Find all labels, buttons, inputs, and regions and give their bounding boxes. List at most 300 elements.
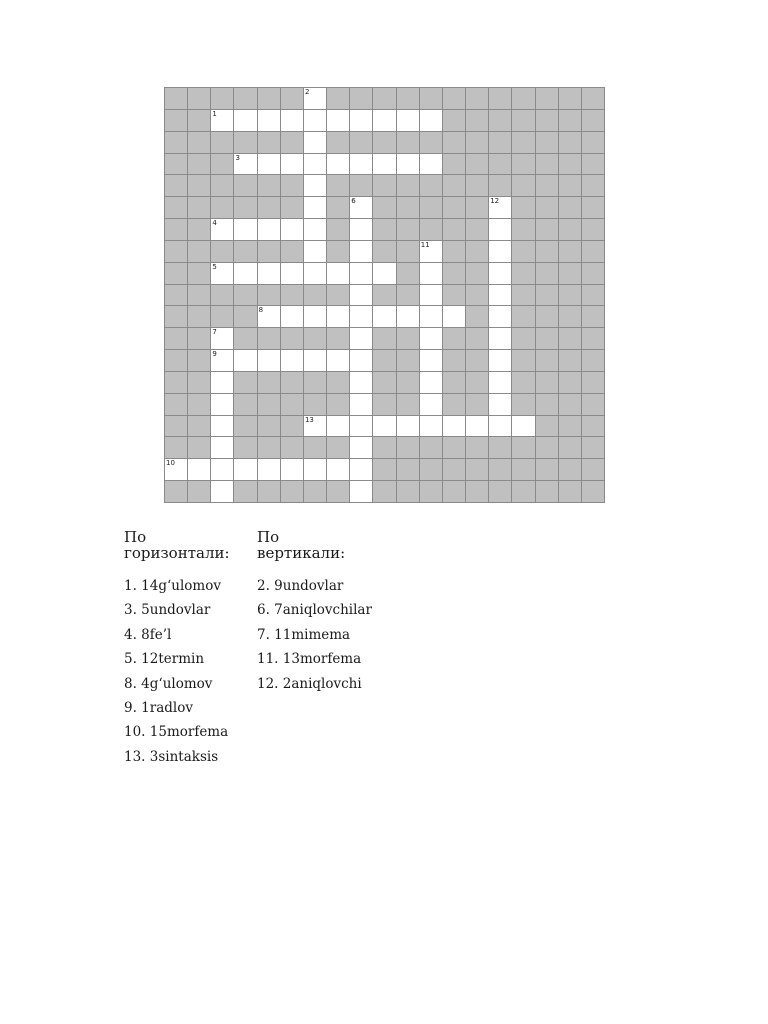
- crossword-answer-cell[interactable]: [489, 285, 512, 307]
- crossword-answer-cell[interactable]: [281, 306, 304, 328]
- crossword-answer-cell[interactable]: [234, 263, 257, 285]
- crossword-block-cell: [559, 350, 582, 372]
- crossword-block-cell: [350, 175, 373, 197]
- crossword-answer-cell[interactable]: [304, 219, 327, 241]
- crossword-block-cell: [397, 372, 420, 394]
- crossword-block-cell: [258, 437, 281, 459]
- crossword-answer-cell[interactable]: [304, 306, 327, 328]
- crossword-answer-cell[interactable]: [327, 416, 350, 438]
- crossword-answer-cell[interactable]: [211, 350, 234, 372]
- crossword-block-cell: [258, 416, 281, 438]
- crossword-block-cell: [165, 306, 188, 328]
- crossword-block-cell: [582, 263, 605, 285]
- crossword-block-cell: [373, 285, 396, 307]
- crossword-answer-cell[interactable]: [420, 306, 443, 328]
- crossword-block-cell: [512, 219, 535, 241]
- crossword-answer-cell[interactable]: [420, 416, 443, 438]
- crossword-block-cell: [559, 219, 582, 241]
- crossword-block-cell: [397, 88, 420, 110]
- crossword-answer-cell[interactable]: [350, 154, 373, 176]
- crossword-block-cell: [582, 285, 605, 307]
- crossword-answer-cell[interactable]: [304, 110, 327, 132]
- crossword-block-cell: [536, 88, 559, 110]
- crossword-block-cell: [443, 459, 466, 481]
- crossword-answer-cell[interactable]: [350, 219, 373, 241]
- crossword-block-cell: [397, 175, 420, 197]
- crossword-block-cell: [559, 328, 582, 350]
- crossword-answer-cell[interactable]: [420, 372, 443, 394]
- crossword-answer-cell[interactable]: [281, 459, 304, 481]
- crossword-answer-cell[interactable]: [397, 416, 420, 438]
- crossword-block-cell: [512, 372, 535, 394]
- crossword-block-cell: [582, 306, 605, 328]
- clue-number-label: 5: [212, 262, 217, 271]
- crossword-block-cell: [512, 437, 535, 459]
- crossword-block-cell: [188, 306, 211, 328]
- clue-number-label: 10: [166, 459, 175, 468]
- crossword-answer-cell[interactable]: [211, 372, 234, 394]
- crossword-answer-cell[interactable]: [211, 416, 234, 438]
- clue-number-label: 2: [304, 88, 310, 96]
- crossword-answer-cell[interactable]: [234, 154, 257, 176]
- crossword-block-cell: [582, 394, 605, 416]
- crossword-block-cell: [165, 154, 188, 176]
- crossword-answer-cell[interactable]: [350, 416, 373, 438]
- crossword-block-cell: [281, 416, 304, 438]
- crossword-block-cell: [559, 481, 582, 503]
- crossword-answer-cell[interactable]: [420, 154, 443, 176]
- crossword-answer-cell[interactable]: [258, 459, 281, 481]
- crossword-block-cell: [512, 110, 535, 132]
- crossword-answer-cell[interactable]: [420, 110, 443, 132]
- crossword-block-cell: [582, 416, 605, 438]
- crossword-answer-cell[interactable]: [350, 328, 373, 350]
- crossword-block-cell: [489, 437, 512, 459]
- across-clue: 8. 4g‘ulomov: [124, 675, 213, 692]
- crossword-block-cell: [304, 285, 327, 307]
- crossword-block-cell: [327, 219, 350, 241]
- crossword-block-cell: [165, 416, 188, 438]
- clue-number-label: 12: [490, 197, 500, 206]
- crossword-answer-cell[interactable]: [489, 372, 512, 394]
- crossword-block-cell: [188, 241, 211, 263]
- crossword-block-cell: [188, 132, 211, 154]
- crossword-block-cell: [188, 154, 211, 176]
- crossword-answer-cell[interactable]: [304, 132, 327, 154]
- crossword-block-cell: [420, 437, 443, 459]
- crossword-answer-cell[interactable]: [304, 263, 327, 285]
- crossword-block-cell: [327, 328, 350, 350]
- crossword-answer-cell[interactable]: [489, 263, 512, 285]
- crossword-answer-cell[interactable]: [211, 110, 234, 132]
- crossword-block-cell: [373, 394, 396, 416]
- crossword-block-cell: [512, 394, 535, 416]
- crossword-block-cell: [443, 285, 466, 307]
- crossword-block-cell: [165, 241, 188, 263]
- crossword-answer-cell[interactable]: [350, 394, 373, 416]
- crossword-answer-cell[interactable]: [443, 306, 466, 328]
- crossword-block-cell: [281, 481, 304, 503]
- crossword-block-cell: [536, 306, 559, 328]
- crossword-answer-cell[interactable]: [304, 197, 327, 219]
- crossword-block-cell: [559, 263, 582, 285]
- crossword-block-cell: [327, 241, 350, 263]
- crossword-block-cell: [211, 154, 234, 176]
- crossword-answer-cell[interactable]: [211, 328, 234, 350]
- crossword-answer-cell[interactable]: [397, 154, 420, 176]
- crossword-answer-cell[interactable]: [211, 263, 234, 285]
- crossword-block-cell: [165, 197, 188, 219]
- crossword-block-cell: [234, 481, 257, 503]
- crossword-block-cell: [559, 306, 582, 328]
- clue-number-label: 11: [420, 240, 430, 249]
- crossword-block-cell: [489, 110, 512, 132]
- crossword-block-cell: [559, 132, 582, 154]
- crossword-block-cell: [234, 306, 257, 328]
- crossword-block-cell: [443, 241, 466, 263]
- across-clue: 9. 1radlov: [124, 700, 193, 717]
- crossword-answer-cell[interactable]: [234, 219, 257, 241]
- crossword-block-cell: [420, 219, 443, 241]
- crossword-block-cell: [281, 328, 304, 350]
- crossword-answer-cell[interactable]: [420, 350, 443, 372]
- crossword-block-cell: [281, 88, 304, 110]
- crossword-block-cell: [281, 285, 304, 307]
- crossword-block-cell: [536, 154, 559, 176]
- crossword-block-cell: [443, 328, 466, 350]
- crossword-block-cell: [327, 285, 350, 307]
- crossword-block-cell: [536, 241, 559, 263]
- crossword-block-cell: [466, 306, 489, 328]
- crossword-block-cell: [582, 154, 605, 176]
- crossword-block-cell: [512, 350, 535, 372]
- crossword-block-cell: [559, 394, 582, 416]
- crossword-answer-cell[interactable]: [281, 154, 304, 176]
- crossword-block-cell: [211, 241, 234, 263]
- down-heading: По вертикали:: [257, 528, 346, 562]
- crossword-answer-cell[interactable]: [258, 350, 281, 372]
- crossword-block-cell: [582, 88, 605, 110]
- crossword-answer-cell[interactable]: [281, 263, 304, 285]
- crossword-answer-cell[interactable]: [211, 394, 234, 416]
- clue-number-label: 7: [212, 328, 217, 337]
- crossword-answer-cell[interactable]: [350, 197, 373, 219]
- crossword-block-cell: [536, 132, 559, 154]
- crossword-block-cell: [188, 88, 211, 110]
- crossword-block-cell: [489, 175, 512, 197]
- crossword-block-cell: [188, 175, 211, 197]
- crossword-block-cell: [304, 328, 327, 350]
- across-clue-list: [124, 574, 230, 769]
- crossword-answer-cell[interactable]: [327, 263, 350, 285]
- crossword-answer-cell[interactable]: [211, 219, 234, 241]
- crossword-block-cell: [536, 350, 559, 372]
- crossword-answer-cell[interactable]: [304, 459, 327, 481]
- crossword-block-cell: [489, 459, 512, 481]
- crossword-block-cell: [373, 459, 396, 481]
- crossword-answer-cell[interactable]: [373, 110, 396, 132]
- crossword-block-cell: [258, 372, 281, 394]
- crossword-block-cell: [211, 306, 234, 328]
- crossword-answer-cell[interactable]: [350, 481, 373, 503]
- crossword-block-cell: [373, 219, 396, 241]
- crossword-answer-cell[interactable]: [234, 459, 257, 481]
- crossword-answer-cell[interactable]: [489, 328, 512, 350]
- crossword-block-cell: [397, 263, 420, 285]
- crossword-block-cell: [258, 132, 281, 154]
- crossword-answer-cell[interactable]: [327, 350, 350, 372]
- crossword-answer-cell[interactable]: [234, 110, 257, 132]
- crossword-answer-cell[interactable]: [304, 88, 327, 110]
- crossword-block-cell: [512, 241, 535, 263]
- crossword-block-cell: [582, 241, 605, 263]
- crossword-block-cell: [559, 175, 582, 197]
- crossword-block-cell: [165, 110, 188, 132]
- crossword-answer-cell[interactable]: [466, 416, 489, 438]
- crossword-answer-cell[interactable]: [420, 263, 443, 285]
- crossword-answer-cell[interactable]: [350, 306, 373, 328]
- crossword-answer-cell[interactable]: [211, 437, 234, 459]
- crossword-block-cell: [397, 197, 420, 219]
- crossword-answer-cell[interactable]: [304, 416, 327, 438]
- crossword-block-cell: [536, 416, 559, 438]
- crossword-block-cell: [443, 219, 466, 241]
- crossword-answer-cell[interactable]: [373, 416, 396, 438]
- crossword-block-cell: [466, 394, 489, 416]
- crossword-answer-cell[interactable]: [489, 219, 512, 241]
- crossword-block-cell: [559, 88, 582, 110]
- crossword-answer-cell[interactable]: [188, 459, 211, 481]
- crossword-answer-cell[interactable]: [211, 481, 234, 503]
- crossword-block-cell: [559, 154, 582, 176]
- crossword-answer-cell[interactable]: [420, 328, 443, 350]
- crossword-block-cell: [582, 132, 605, 154]
- crossword-block-cell: [165, 175, 188, 197]
- crossword-block-cell: [258, 241, 281, 263]
- crossword-block-cell: [466, 154, 489, 176]
- crossword-block-cell: [258, 328, 281, 350]
- crossword-block-cell: [536, 459, 559, 481]
- crossword-answer-cell[interactable]: [304, 350, 327, 372]
- crossword-answer-cell[interactable]: [258, 110, 281, 132]
- crossword-block-cell: [536, 175, 559, 197]
- crossword-answer-cell[interactable]: [165, 459, 188, 481]
- crossword-answer-cell[interactable]: [350, 285, 373, 307]
- crossword-answer-cell[interactable]: [350, 110, 373, 132]
- crossword-block-cell: [281, 241, 304, 263]
- across-clue: 1. 14g‘ulomov: [124, 578, 221, 594]
- crossword-block-cell: [165, 219, 188, 241]
- clue-number-label: 6: [351, 197, 356, 206]
- crossword-block-cell: [466, 459, 489, 481]
- crossword-block-cell: [234, 328, 257, 350]
- crossword-block-cell: [188, 437, 211, 459]
- crossword-block-cell: [165, 481, 188, 503]
- crossword-block-cell: [512, 481, 535, 503]
- crossword-block-cell: [559, 197, 582, 219]
- crossword-answer-cell[interactable]: [281, 219, 304, 241]
- crossword-answer-cell[interactable]: [211, 459, 234, 481]
- crossword-block-cell: [536, 285, 559, 307]
- crossword-block-cell: [258, 285, 281, 307]
- crossword-block-cell: [420, 197, 443, 219]
- crossword-block-cell: [420, 459, 443, 481]
- crossword-answer-cell[interactable]: [373, 154, 396, 176]
- crossword-block-cell: [512, 328, 535, 350]
- crossword-answer-cell[interactable]: [397, 110, 420, 132]
- crossword-block-cell: [536, 263, 559, 285]
- crossword-answer-cell[interactable]: [327, 459, 350, 481]
- crossword-answer-cell[interactable]: [489, 197, 512, 219]
- crossword-block-cell: [281, 372, 304, 394]
- crossword-block-cell: [466, 328, 489, 350]
- crossword-answer-cell[interactable]: [281, 350, 304, 372]
- crossword-block-cell: [281, 394, 304, 416]
- crossword-block-cell: [536, 197, 559, 219]
- crossword-answer-cell[interactable]: [489, 241, 512, 263]
- crossword-answer-cell[interactable]: [234, 350, 257, 372]
- crossword-block-cell: [443, 110, 466, 132]
- crossword-block-cell: [559, 459, 582, 481]
- crossword-block-cell: [443, 197, 466, 219]
- crossword-block-cell: [397, 459, 420, 481]
- crossword-block-cell: [466, 350, 489, 372]
- crossword-block-cell: [188, 219, 211, 241]
- crossword-answer-cell[interactable]: [304, 175, 327, 197]
- crossword-block-cell: [443, 154, 466, 176]
- crossword-answer-cell[interactable]: [397, 306, 420, 328]
- crossword-answer-cell[interactable]: [373, 306, 396, 328]
- down-clue: 6. 7aniqlovchilar: [257, 602, 372, 619]
- crossword-block-cell: [512, 154, 535, 176]
- crossword-answer-cell[interactable]: [258, 219, 281, 241]
- across-clue: 5. 12termin: [124, 651, 205, 668]
- crossword-block-cell: [373, 437, 396, 459]
- crossword-answer-cell[interactable]: [489, 306, 512, 328]
- crossword-block-cell: [397, 350, 420, 372]
- crossword-block-cell: [466, 110, 489, 132]
- crossword-answer-cell[interactable]: [327, 306, 350, 328]
- crossword-answer-cell[interactable]: [420, 285, 443, 307]
- crossword-block-cell: [582, 481, 605, 503]
- crossword-block-cell: [165, 394, 188, 416]
- crossword-block-cell: [559, 416, 582, 438]
- crossword-block-cell: [466, 88, 489, 110]
- crossword-block-cell: [373, 481, 396, 503]
- crossword-block-cell: [165, 437, 188, 459]
- crossword-block-cell: [443, 481, 466, 503]
- crossword-block-cell: [582, 110, 605, 132]
- crossword-block-cell: [443, 350, 466, 372]
- crossword-block-cell: [489, 481, 512, 503]
- crossword-answer-cell[interactable]: [350, 372, 373, 394]
- crossword-block-cell: [165, 88, 188, 110]
- crossword-answer-cell[interactable]: [443, 416, 466, 438]
- crossword-block-cell: [420, 88, 443, 110]
- crossword-answer-cell[interactable]: [373, 263, 396, 285]
- crossword-block-cell: [211, 132, 234, 154]
- crossword-answer-cell[interactable]: [281, 110, 304, 132]
- crossword-block-cell: [582, 328, 605, 350]
- crossword-answer-cell[interactable]: [350, 437, 373, 459]
- crossword-answer-cell[interactable]: [327, 110, 350, 132]
- crossword-block-cell: [258, 197, 281, 219]
- clue-number-label: 9: [212, 350, 217, 359]
- crossword-block-cell: [304, 437, 327, 459]
- crossword-block-cell: [582, 372, 605, 394]
- crossword-block-cell: [211, 175, 234, 197]
- crossword-block-cell: [258, 394, 281, 416]
- across-clues-section: [124, 529, 230, 769]
- crossword-answer-cell[interactable]: [327, 154, 350, 176]
- clue-number-label: 3: [235, 153, 240, 162]
- crossword-answer-cell[interactable]: [420, 394, 443, 416]
- crossword-answer-cell[interactable]: [489, 350, 512, 372]
- crossword-block-cell: [258, 88, 281, 110]
- clue-number-label: 4: [212, 219, 217, 228]
- down-clue: 12. 2aniqlovchi: [257, 675, 362, 692]
- crossword-block-cell: [397, 132, 420, 154]
- across-clue: 4. 8fe’l: [124, 626, 172, 643]
- crossword-answer-cell[interactable]: [258, 306, 281, 328]
- crossword-block-cell: [165, 328, 188, 350]
- crossword-block-cell: [373, 132, 396, 154]
- clue-number-label: 13: [304, 415, 314, 424]
- crossword-block-cell: [397, 219, 420, 241]
- crossword-block-cell: [397, 437, 420, 459]
- crossword-block-cell: [466, 481, 489, 503]
- crossword-answer-cell[interactable]: [304, 154, 327, 176]
- crossword-block-cell: [582, 175, 605, 197]
- crossword-block-cell: [188, 350, 211, 372]
- crossword-block-cell: [304, 394, 327, 416]
- crossword-block-cell: [512, 263, 535, 285]
- crossword-answer-cell[interactable]: [258, 263, 281, 285]
- crossword-block-cell: [327, 132, 350, 154]
- crossword-answer-cell[interactable]: [304, 241, 327, 263]
- crossword-answer-cell[interactable]: [350, 459, 373, 481]
- crossword-answer-cell[interactable]: [489, 416, 512, 438]
- crossword-grid: [164, 87, 605, 503]
- crossword-block-cell: [258, 175, 281, 197]
- crossword-answer-cell[interactable]: [512, 416, 535, 438]
- crossword-block-cell: [443, 132, 466, 154]
- crossword-block-cell: [443, 437, 466, 459]
- crossword-block-cell: [466, 175, 489, 197]
- crossword-block-cell: [536, 328, 559, 350]
- down-clue: 11. 13morfema: [257, 651, 362, 668]
- crossword-answer-cell[interactable]: [420, 241, 443, 263]
- crossword-block-cell: [512, 459, 535, 481]
- crossword-block-cell: [327, 437, 350, 459]
- crossword-block-cell: [466, 197, 489, 219]
- across-clue: 3. 5undovlar: [124, 602, 211, 619]
- crossword-block-cell: [165, 350, 188, 372]
- crossword-block-cell: [281, 132, 304, 154]
- crossword-answer-cell[interactable]: [258, 154, 281, 176]
- crossword-answer-cell[interactable]: [350, 241, 373, 263]
- crossword-block-cell: [234, 285, 257, 307]
- crossword-block-cell: [350, 88, 373, 110]
- crossword-answer-cell[interactable]: [489, 394, 512, 416]
- crossword-block-cell: [536, 481, 559, 503]
- crossword-answer-cell[interactable]: [350, 263, 373, 285]
- down-clue: 7. 11mimema: [257, 626, 351, 643]
- crossword-answer-cell[interactable]: [350, 350, 373, 372]
- crossword-block-cell: [536, 372, 559, 394]
- crossword-block-cell: [211, 285, 234, 307]
- crossword-block-cell: [281, 175, 304, 197]
